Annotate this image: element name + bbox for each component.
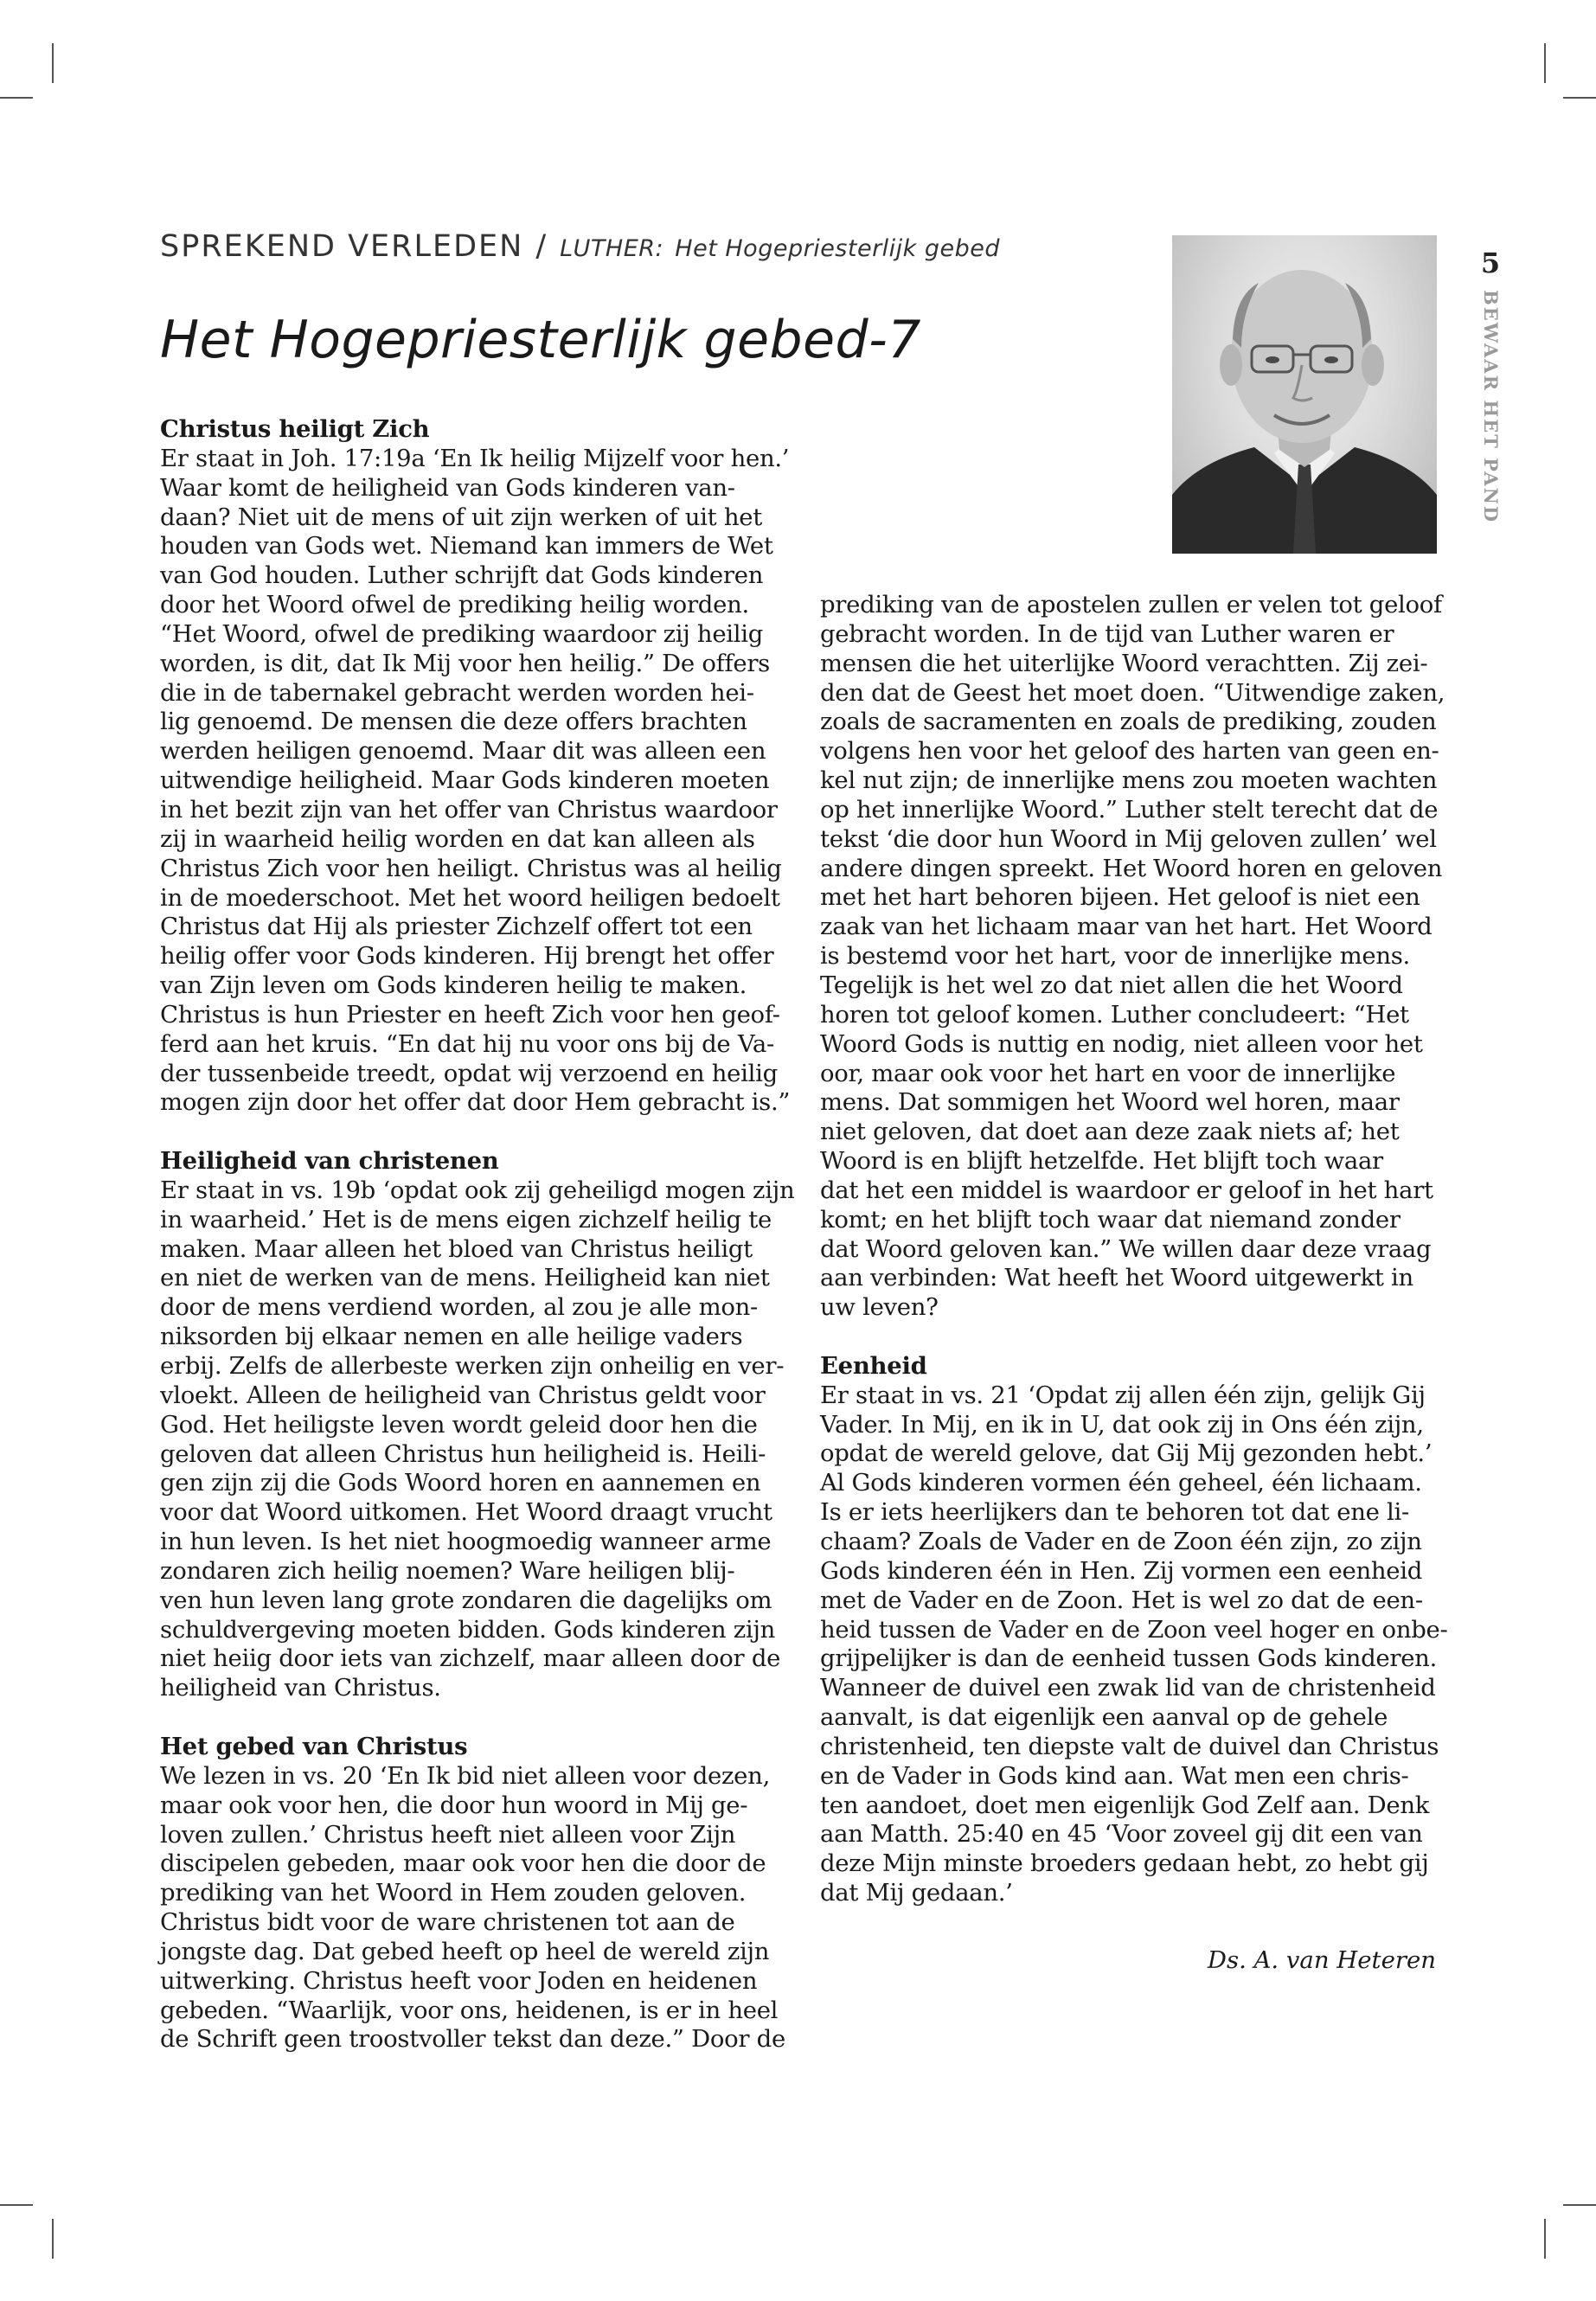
- text-line: Christus Zich voor hen heiligt. Christus was al heilig: [160, 854, 782, 882]
- text-line: Christus bidt voor de ware christenen tot aan de: [160, 1908, 735, 1937]
- text-line: worden, is dit, dat Ik Mij voor hen heilig.” De offers: [160, 649, 770, 677]
- right-column: [820, 591, 1448, 1908]
- text-line: niet heiig door iets van zichzelf, maar alleen door de: [160, 1644, 781, 1673]
- text-line: Vader. In Mij, en ik in U, dat ook zij in Ons één zijn,: [820, 1410, 1424, 1439]
- section-subtitle: Het Hogepriesterlijk gebed: [675, 235, 1001, 262]
- text-line: mensen die het uiterlijke Woord verachtten. Zij zei-: [820, 649, 1428, 677]
- text-line: prediking van de apostelen zullen er velen tot geloof: [820, 591, 1442, 619]
- text-line: voor dat Woord uitkomen. Het Woord draagt vrucht: [160, 1498, 772, 1527]
- crop-mark-bottom-left: [52, 2219, 54, 2259]
- text-line: met het hart behoren bijeen. Het geloof is niet een: [820, 883, 1420, 912]
- text-line: die in de tabernakel gebracht werden worden hei-: [160, 678, 754, 707]
- running-head-text: BEWAAR HET PAND: [1480, 290, 1502, 524]
- text-line: op het innerlijke Woord.” Luther stelt terecht dat de: [820, 795, 1439, 824]
- text-line: Christus is hun Priester en heeft Zich voor hen geof-: [160, 1000, 780, 1029]
- text-line: maken. Maar alleen het bloed van Christus heiligt: [160, 1234, 753, 1263]
- text-line: heilig offer voor Gods kinderen. Hij brengt het offer: [160, 942, 774, 971]
- text-line: door het Woord ofwel de prediking heilig worden.: [160, 591, 749, 619]
- text-line: lig genoemd. De mensen die deze offers brachten: [160, 708, 747, 736]
- author-signature: Ds. A. van Heteren: [1207, 1946, 1436, 1974]
- text-line: uitwendige heiligheid. Maar Gods kinderen moeten: [160, 766, 770, 795]
- section-heading: Heiligheid van christenen: [160, 1147, 499, 1176]
- crop-mark-bottom-left-h: [0, 2204, 33, 2206]
- text-line: maar ook voor hen, die door hun woord in Mij ge-: [160, 1791, 748, 1819]
- text-line: gen zijn zij die Gods Woord horen en aannemen en: [160, 1469, 761, 1497]
- text-line: aan Matth. 25:40 en 45 ‘Voor zoveel gij dit een van: [820, 1820, 1423, 1849]
- section-heading: Christus heiligt Zich: [160, 415, 430, 443]
- text-line: mogen zijn door het offer dat door Hem gebracht is.”: [160, 1088, 791, 1117]
- text-line: door de mens verdiend worden, al zou je alle mon-: [160, 1293, 759, 1322]
- text-line: niet geloven, dat doet aan deze zaak niets af; het: [820, 1118, 1400, 1146]
- text-line: gebeden. “Waarlijk, voor ons, heidenen, is er in heel: [160, 1996, 779, 2024]
- text-line: der tussenbeide treedt, opdat wij verzoend en heilig: [160, 1059, 778, 1087]
- text-line: Wanneer de duivel een zwak lid van de christenheid: [820, 1674, 1436, 1702]
- text-line: zij in waarheid heilig worden en dat kan alleen als: [160, 824, 755, 853]
- text-line: discipelen gebeden, maar ook voor hen die door de: [160, 1849, 766, 1878]
- article-title: Het Hogepriesterlijk gebed-7: [160, 310, 921, 370]
- text-line: in de moederschoot. Met het woord heiligen bedoelt: [160, 883, 780, 912]
- text-line: opdat de wereld gelove, dat Gij Mij gezonden hebt.’: [820, 1439, 1433, 1468]
- page-number: 5: [1480, 247, 1501, 279]
- text-line: Al Gods kinderen vormen één geheel, één lichaam.: [820, 1469, 1422, 1497]
- text-line: van Zijn leven om Gods kinderen heilig te maken.: [160, 971, 747, 1000]
- section-separator: /: [535, 229, 548, 264]
- text-line: daan? Niet uit de mens of uit zijn werken of uit het: [160, 503, 762, 531]
- text-line: in waarheid.’ Het is de mens eigen zichzelf heilig te: [160, 1205, 772, 1234]
- text-line: dat het een middel is waardoor er geloof in het hart: [820, 1176, 1433, 1204]
- text-line: loven zullen.’ Christus heeft niet alleen voor Zijn: [160, 1820, 736, 1849]
- text-line: zaak van het lichaam maar van het hart. Het Woord: [820, 913, 1433, 941]
- text-line: den dat de Geest het moet doen. “Uitwendige zaken,: [820, 678, 1445, 707]
- text-line: houden van Gods wet. Niemand kan immers de Wet: [160, 532, 773, 561]
- text-line: deze Mijn minste broeders gedaan hebt, zo hebt gij: [820, 1849, 1429, 1878]
- text-line: is bestemd voor het hart, voor de innerlijke mens.: [820, 942, 1410, 971]
- text-line: prediking van het Woord in Hem zouden geloven.: [160, 1879, 747, 1907]
- section-heading: Eenheid: [820, 1351, 927, 1380]
- text-line: werden heiligen genoemd. Maar dit was alleen een: [160, 737, 766, 766]
- text-line: Waar komt de heiligheid van Gods kinderen van-: [160, 473, 735, 502]
- text-line: ven hun leven lang grote zondaren die dagelijks om: [160, 1586, 772, 1614]
- text-line: aan verbinden: Wat heeft het Woord uitgewerkt in: [820, 1264, 1413, 1292]
- text-line: “Het Woord, ofwel de prediking waardoor zij heilig: [160, 619, 764, 648]
- text-line: schuldvergeving moeten bidden. Gods kinderen zijn: [160, 1615, 776, 1644]
- text-line: ferd aan het kruis. “En dat hij nu voor ons bij de Va-: [160, 1029, 774, 1058]
- text-line: dat Mij gedaan.’: [820, 1879, 1013, 1907]
- text-line: andere dingen spreekt. Het Woord horen en geloven: [820, 854, 1443, 882]
- crop-mark-bottom-right: [1544, 2219, 1546, 2259]
- text-line: volgens hen voor het geloof des harten van geen en-: [820, 737, 1439, 766]
- section-heading: Het gebed van Christus: [160, 1732, 468, 1760]
- text-line: Woord is en blijft hetzelfde. Het blijft toch waar: [820, 1147, 1383, 1176]
- text-line: Er staat in Joh. 17:19a ‘En Ik heilig Mijzelf voor hen.’: [160, 444, 790, 472]
- text-line: God. Het heiligste leven wordt geleid door hen die: [160, 1410, 758, 1439]
- text-line: en de Vader in Gods kind aan. Wat men een chris-: [820, 1761, 1409, 1790]
- text-line: Woord Gods is nuttig en nodig, niet alleen voor het: [820, 1029, 1423, 1058]
- crop-mark-top-right: [1544, 43, 1546, 83]
- text-line: in hun leven. Is het niet hoogmoedig wanneer arme: [160, 1528, 772, 1556]
- text-line: ten aandoet, doet men eigenlijk God Zelf aan. Denk: [820, 1791, 1430, 1819]
- text-line: Tegelijk is het wel zo dat niet allen die het Woord: [820, 971, 1403, 999]
- text-line: uw leven?: [820, 1293, 939, 1322]
- text-line: niksorden bij elkaar nemen en alle heilige vaders: [160, 1323, 743, 1351]
- text-line: oor, maar ook voor het hart en voor de innerlijke: [820, 1059, 1396, 1087]
- section-header: [160, 229, 1025, 264]
- section-name: SPREKEND VERLEDEN: [160, 229, 524, 264]
- crop-mark-top-right-h: [1563, 97, 1596, 99]
- text-line: jongste dag. Dat gebed heeft op heel de wereld zijn: [160, 1937, 770, 1965]
- text-line: en niet de werken van de mens. Heiligheid kan niet: [160, 1264, 770, 1292]
- text-line: zondaren zich heilig noemen? Ware heiligen blij-: [160, 1556, 735, 1585]
- text-line: van God houden. Luther schrijft dat Gods kinderen: [160, 561, 764, 590]
- paragraph-gap: [160, 1703, 783, 1733]
- text-line: heiligheid van Christus.: [160, 1674, 441, 1702]
- text-line: aanvalt, is dat eigenlijk een aanval op de gehele: [820, 1703, 1388, 1732]
- text-line: Er staat in vs. 19b ‘opdat ook zij geheiligd mogen zijn: [160, 1176, 795, 1204]
- text-line: gebracht worden. In de tijd van Luther waren er: [820, 619, 1394, 648]
- text-line: Christus dat Hij als priester Zichzelf offert tot een: [160, 913, 753, 941]
- text-line: tekst ‘die door hun Woord in Mij geloven zullen’ wel: [820, 824, 1437, 853]
- text-line: geloven dat alleen Christus hun heiligheid is. Heili-: [160, 1439, 766, 1468]
- text-line: chaam? Zoals de Vader en de Zoon één zijn, zo zijn: [820, 1528, 1422, 1555]
- left-column: [160, 415, 795, 2054]
- text-line: grijpelijker is dan de eenheid tussen Gods kinderen.: [820, 1644, 1438, 1673]
- text-line: in het bezit zijn van het offer van Christus waardoor: [160, 795, 778, 824]
- text-line: christenheid, ten diepste valt de duivel dan Christus: [820, 1732, 1439, 1760]
- running-head: [1471, 290, 1512, 524]
- text-line: vloekt. Alleen de heiligheid van Christus geldt voor: [160, 1381, 766, 1409]
- paragraph-gap: [820, 1323, 1443, 1352]
- crop-mark-bottom-right-h: [1563, 2204, 1596, 2206]
- crop-mark-top-left: [52, 43, 54, 83]
- text-line: kel nut zijn; de innerlijke mens zou moeten wachten: [820, 766, 1438, 795]
- text-line: We lezen in vs. 20 ‘En Ik bid niet alleen voor dezen,: [160, 1761, 771, 1790]
- section-author: LUTHER:: [560, 235, 664, 262]
- author-portrait-photo: [1172, 235, 1437, 554]
- crop-mark-top-left-h: [0, 97, 33, 99]
- text-line: uitwerking. Christus heeft voor Joden en heidenen: [160, 1966, 758, 1995]
- text-line: zoals de sacramenten en zoals de prediking, zouden: [820, 708, 1437, 736]
- text-line: Is er iets heerlijkers dan te behoren tot dat ene li-: [820, 1498, 1410, 1527]
- text-line: Er staat in vs. 21 ‘Opdat zij allen één zijn, gelijk Gij: [820, 1381, 1426, 1409]
- text-line: horen tot geloof komen. Luther concludeert: “Het: [820, 1000, 1409, 1029]
- text-line: Gods kinderen één in Hen. Zij vormen een eenheid: [820, 1556, 1423, 1585]
- text-line: dat Woord geloven kan.” We willen daar deze vraag: [820, 1234, 1432, 1263]
- text-line: de Schrift geen troostvoller tekst dan deze.” Door de: [160, 2025, 785, 2054]
- text-line: mens. Dat sommigen het Woord wel horen, maar: [820, 1088, 1400, 1117]
- paragraph-gap: [160, 1118, 783, 1147]
- text-line: met de Vader en de Zoon. Het is wel zo dat de een-: [820, 1586, 1423, 1614]
- text-line: erbij. Zelfs de allerbeste werken zijn onheilig en ver-: [160, 1352, 785, 1380]
- text-line: heid tussen de Vader en de Zoon veel hoger en onbe-: [820, 1615, 1448, 1644]
- text-line: komt; en het blijft toch waar dat niemand zonder: [820, 1205, 1401, 1234]
